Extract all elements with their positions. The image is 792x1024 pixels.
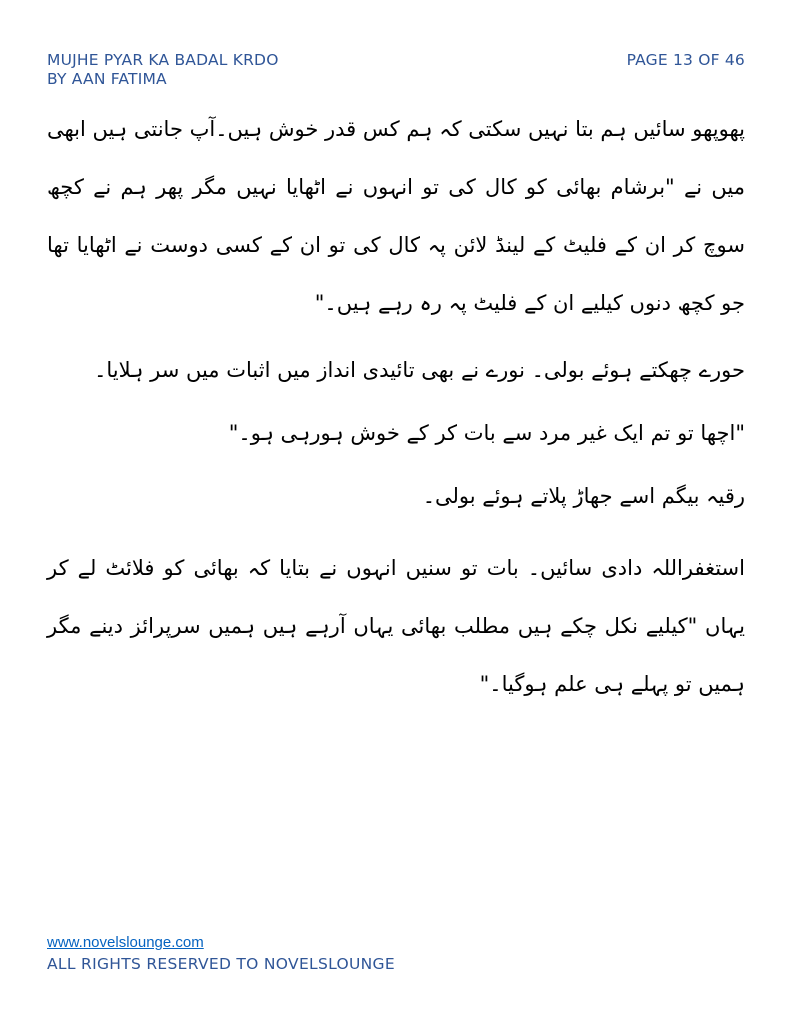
copyright-notice: ALL RIGHTS RESERVED TO NOVELSLOUNGE xyxy=(47,955,395,973)
paragraph-5: استغفراللہ دادی سائیں۔ بات تو سنیں انہوں نے بتایا کہ بھائی کو فلائٹ لے کر یہاں "کیلیے نکل چکے ہیں مطلب بھائی یہاں آرہے ہیں ہمیں سرپرائز دینے مگر ہمیں تو پہلے ہی علم ہوگیا۔" xyxy=(47,556,745,696)
website-link[interactable]: www.novelslounge.com xyxy=(47,934,204,951)
document-footer xyxy=(47,933,395,975)
document-body xyxy=(47,100,745,731)
paragraph-1: پھوپھو سائیں ہم بتا نہیں سکتی کہ ہم کس قدر خوش ہیں۔آپ جانتی ہیں ابھی میں نے "برشام بھائی کو کال کی تو انہوں نے اٹھایا نہیں مگر پھر ہم نے کچھ سوچ کر ان کے فلیٹ کے لینڈ لائن پہ کال کی تو ان کے کسی دوست نے اٹھایا تھا جو کچھ دنوں کیلیے ان کے فلیٹ پہ رہ رہے ہیں۔" xyxy=(47,117,745,315)
document-header-left xyxy=(47,51,279,89)
paragraph-2: حورے چھکتے ہوئے بولی۔ نورے نے بھی تائیدی انداز میں اثبات میں سر ہلایا۔ xyxy=(94,358,745,382)
paragraph-4: رقیہ بیگم اسے جھاڑ پلاتے ہوئے بولی۔ xyxy=(422,484,745,508)
novel-title: MUJHE PYAR KA BADAL KRDO xyxy=(47,51,279,69)
page-number: PAGE 13 OF 46 xyxy=(626,51,745,69)
paragraph-3: "اچھا تو تم ایک غیر مرد سے بات کر کے خوش ہورہی ہو۔" xyxy=(228,421,745,445)
author-name: BY AAN FATIMA xyxy=(47,70,167,88)
